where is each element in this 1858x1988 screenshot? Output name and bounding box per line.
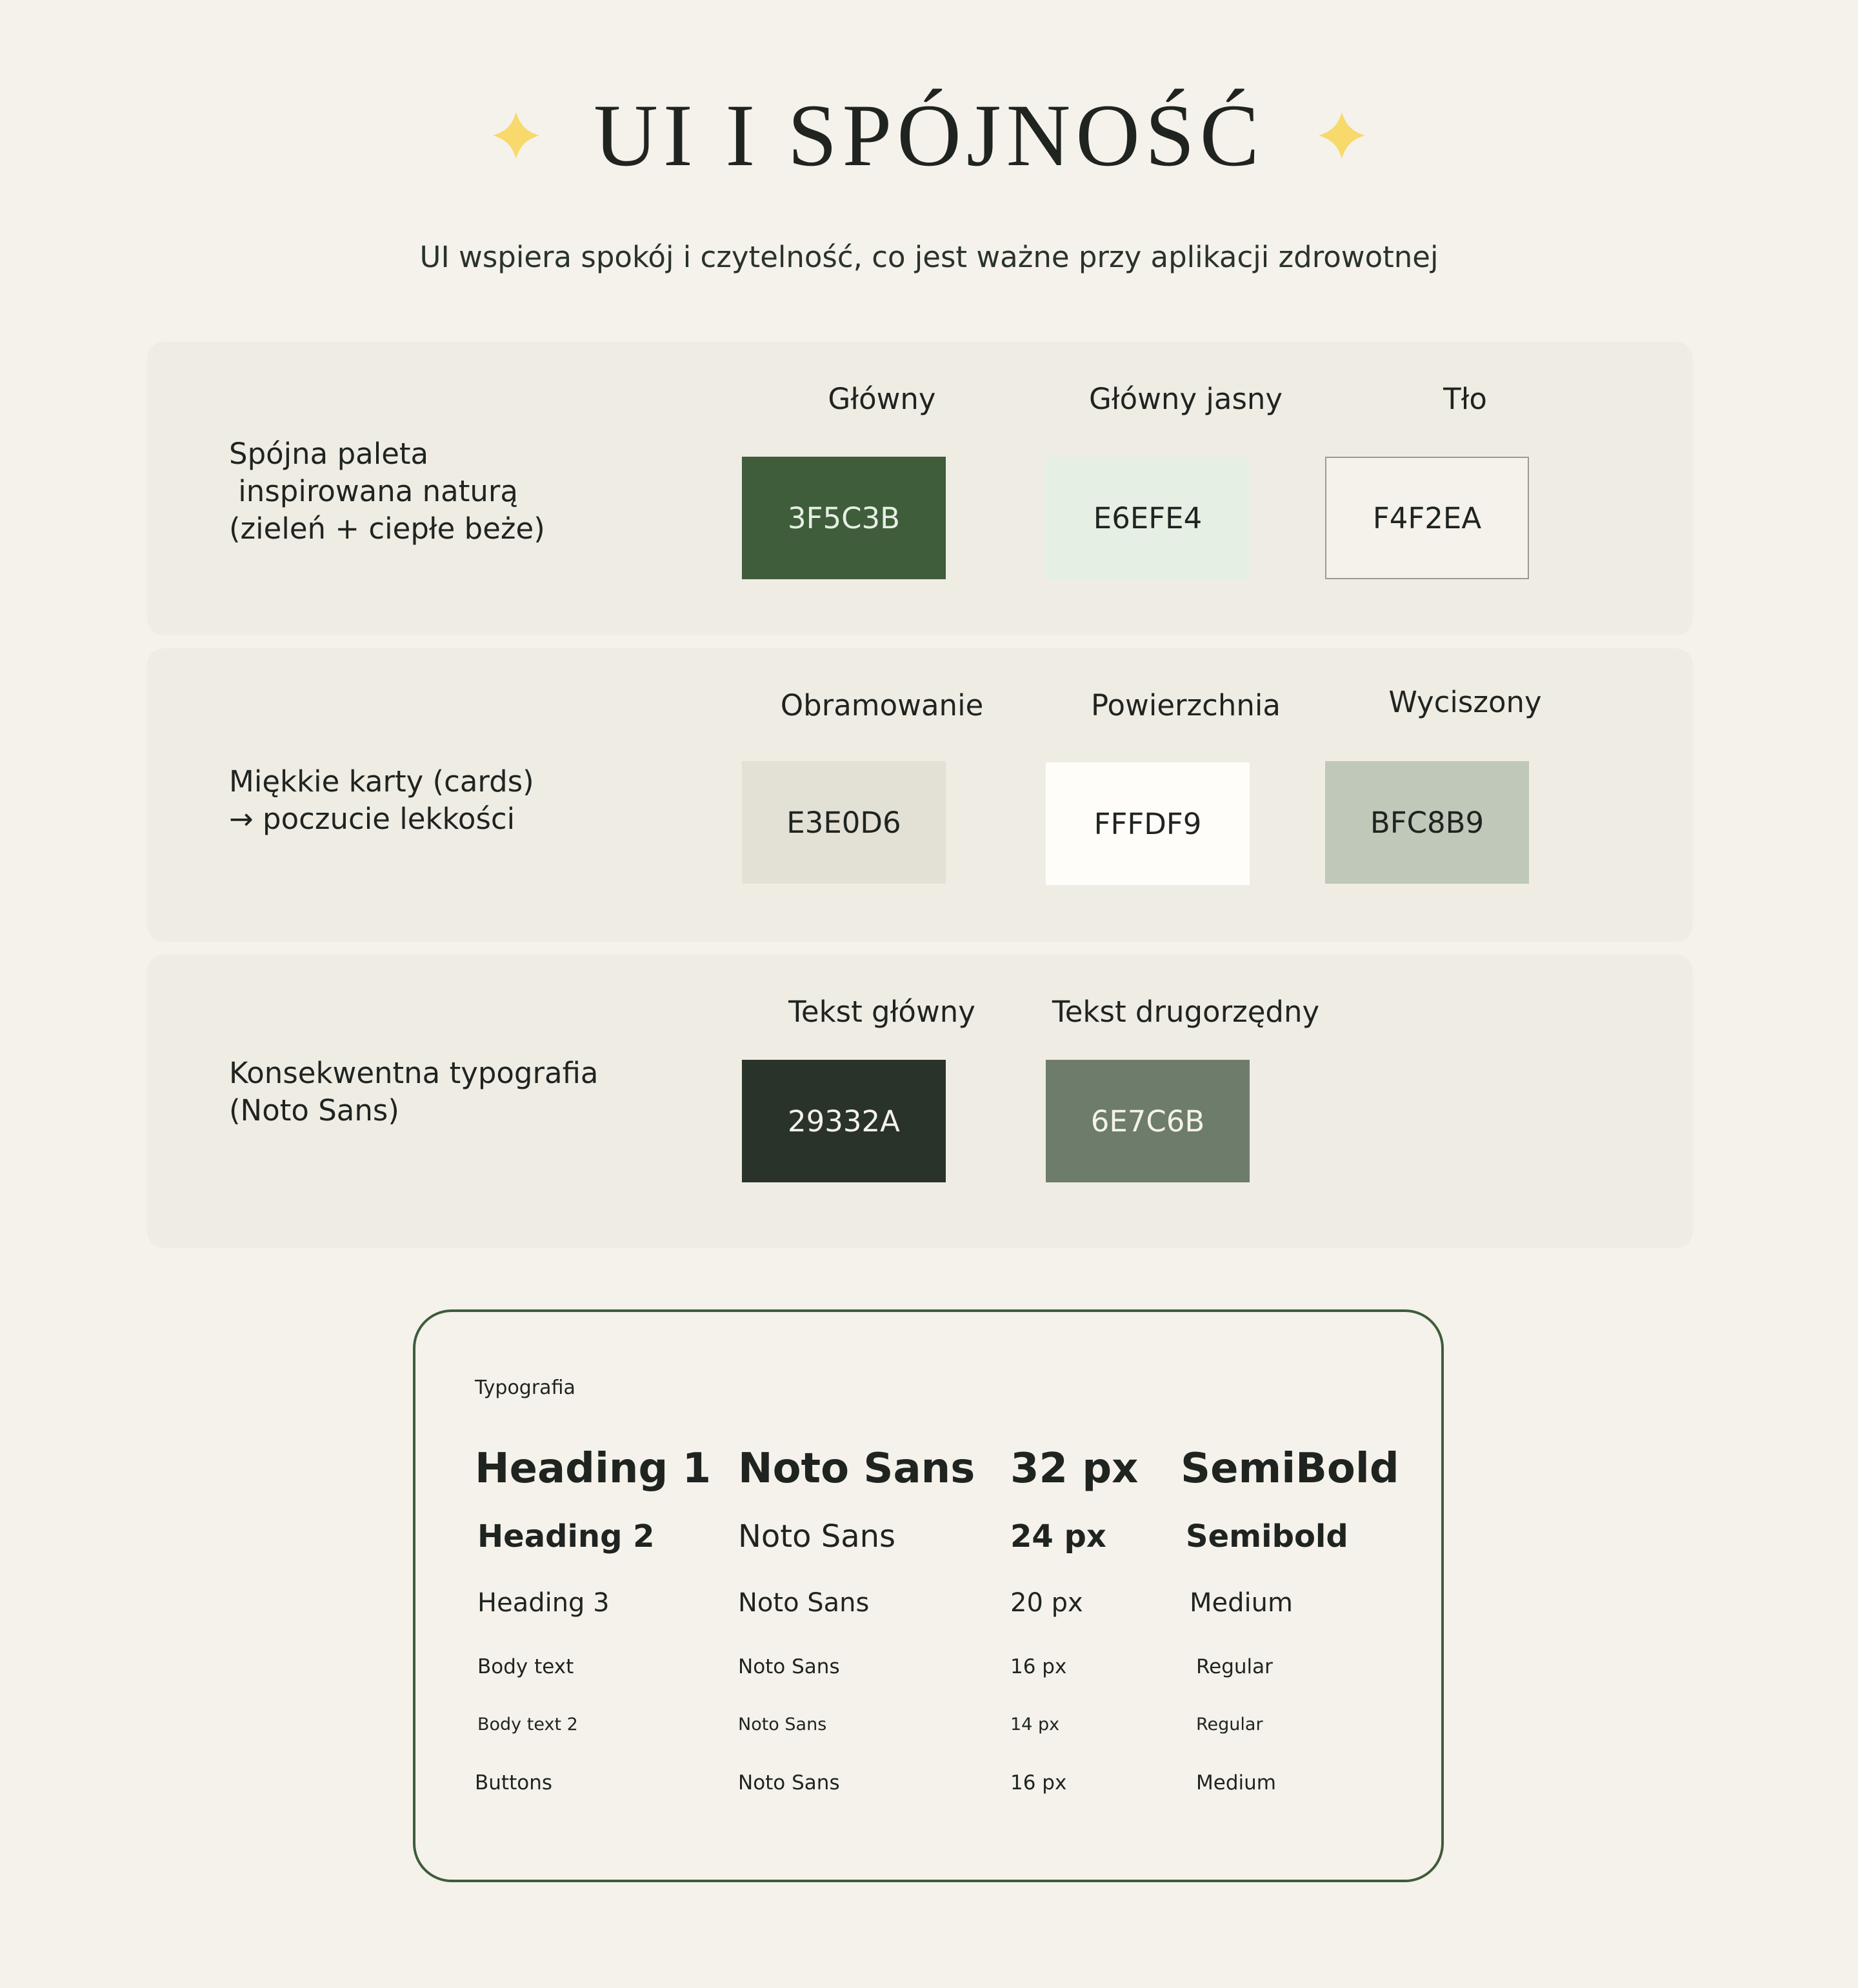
typography-weight: Regular [1196,1655,1273,1678]
swatch-hex: 6E7C6B [1090,1104,1205,1138]
swatch-hex: 3F5C3B [787,501,901,535]
swatch-glowny [742,457,946,579]
typography-size: 16 px [1010,1655,1067,1678]
typography-size: 16 px [1010,1771,1067,1794]
swatch-hex: E6EFE4 [1093,501,1203,535]
swatch-hex: E3E0D6 [786,805,901,840]
typography-style: Buttons [475,1771,552,1794]
typography-weight: Medium [1190,1588,1293,1618]
swatch-hex: FFFDF9 [1094,806,1202,841]
swatch-label-tlo: Tło [1443,382,1487,416]
swatch-wyciszony [1325,761,1529,884]
swatch-obramowanie [742,761,946,884]
swatch-label-glowny: Główny [828,382,936,416]
typography-font: Noto Sans [738,1518,896,1555]
typography-font: Noto Sans [738,1588,870,1618]
page-subtitle: UI wspiera spokój i czytelność, co jest ważne przy aplikacji zdrowotnej [419,240,1439,274]
swatch-label-wyciszony: Wyciszony [1388,685,1542,719]
card-description: Miękkie karty (cards) → poczucie lekkości [229,764,534,836]
sparkle-right-icon [1316,110,1368,161]
typography-weight: Regular [1196,1715,1263,1735]
card-description: Spójna paleta inspirowana naturą (zieleń + ciepłe beże) [229,437,545,546]
swatch-glowny-jasny [1046,457,1250,579]
typography-panel [413,1309,1444,1882]
palette-card-nature [147,342,1693,635]
typography-font: Noto Sans [738,1655,840,1678]
swatch-label-tekst-glowny: Tekst główny [788,995,975,1029]
swatch-label-powierzchnia: Powierzchnia [1090,688,1281,722]
typography-size: 32 px [1010,1445,1139,1493]
swatch-hex: BFC8B9 [1370,805,1484,840]
typography-style: Heading 1 [475,1445,712,1493]
swatch-tekst-drugorzedny [1046,1060,1250,1182]
swatch-tlo [1325,457,1529,579]
swatch-powierzchnia [1046,762,1250,885]
swatch-label-tekst-drugorzedny: Tekst drugorzędny [1052,995,1320,1029]
swatch-hex: F4F2EA [1372,501,1482,535]
typography-size: 20 px [1010,1588,1083,1618]
typography-weight: Medium [1196,1771,1276,1794]
card-description: Konsekwentna typografia (Noto Sans) [229,1056,599,1128]
typography-font: Noto Sans [738,1771,840,1794]
sparkle-left-icon [490,110,542,161]
typography-weight: SemiBold [1181,1445,1399,1493]
typography-style: Body text 2 [477,1715,578,1735]
typography-style: Body text [477,1655,574,1678]
typography-size: 14 px [1010,1715,1060,1735]
typography-style: Heading 2 [477,1518,655,1555]
swatch-label-glowny-jasny: Główny jasny [1088,382,1283,416]
palette-card-typography [147,955,1693,1248]
typography-font: Noto Sans [738,1445,975,1493]
typography-title: Typografia [475,1377,575,1399]
swatch-hex: 29332A [788,1104,900,1138]
typography-font: Noto Sans [738,1715,827,1735]
typography-size: 24 px [1010,1518,1106,1555]
page-title: UI I SPÓJNOŚĆ [594,86,1264,184]
title-row [0,77,1858,194]
swatch-tekst-glowny [742,1060,946,1182]
palette-card-cards [147,648,1693,942]
typography-style: Heading 3 [477,1588,610,1618]
typography-weight: Semibold [1186,1518,1348,1555]
swatch-label-obramowanie: Obramowanie [780,688,984,722]
